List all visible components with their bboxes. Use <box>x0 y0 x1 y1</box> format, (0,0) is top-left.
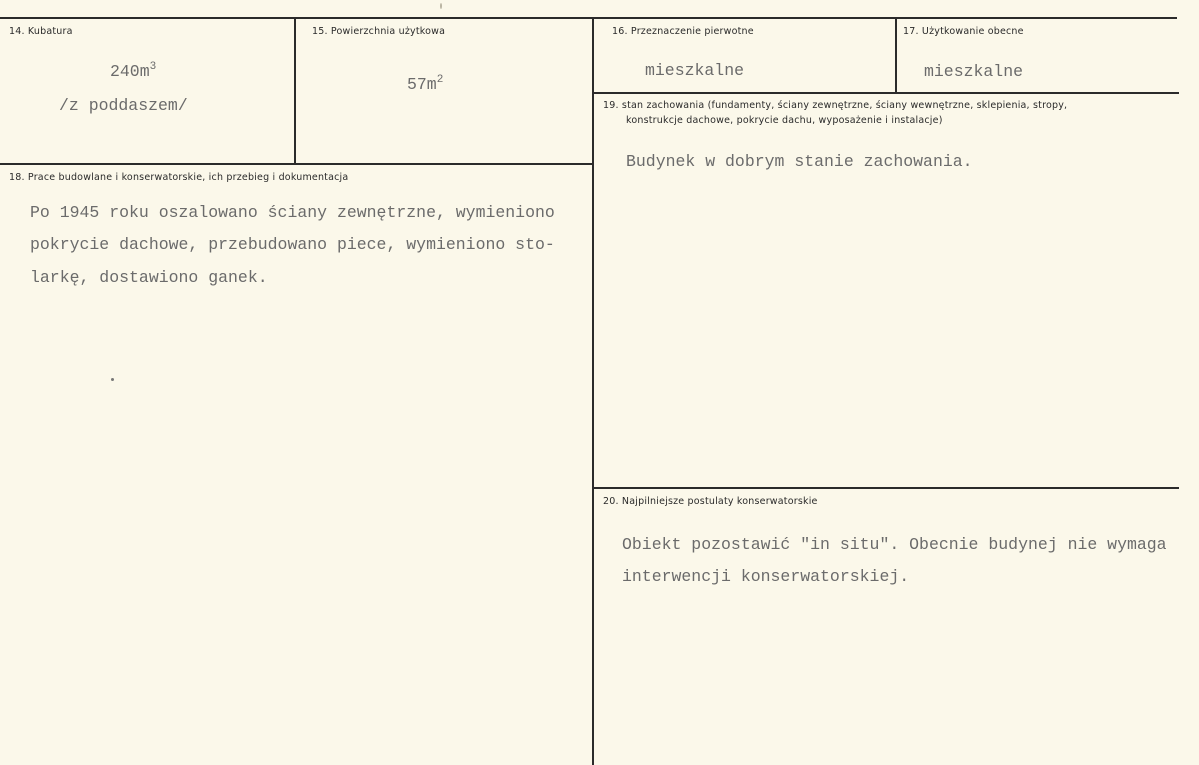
field-14-value-sup: 3 <box>149 61 157 73</box>
field-18-label: 18. Prace budowlane i konserwatorskie, ich przebieg i dokumentacja <box>9 172 349 183</box>
field-20-line-2: interwencji konserwatorskiej. <box>622 567 910 586</box>
field-20-line-1: Obiekt pozostawić "in situ". Obecnie budynej nie wymaga <box>622 535 1167 554</box>
field-18-line-1: Po 1945 roku oszalowano ściany zewnętrzne, wymieniono <box>30 203 555 222</box>
vline-center <box>592 19 594 765</box>
rule-under-16-17 <box>594 92 1179 94</box>
field-20-label: 20. Najpilniejsze postulaty konserwatorskie <box>603 496 818 507</box>
rule-above-20 <box>594 487 1179 489</box>
field-18-line-3: larkę, dostawiono ganek. <box>30 268 268 287</box>
field-15-label: 15. Powierzchnia użytkowa <box>312 26 446 37</box>
paper-speck-top <box>440 3 442 9</box>
vline-14-15 <box>294 19 296 164</box>
field-19-label-line-1: 19. stan zachowania (fundamenty, ściany zewnętrzne, ściany wewnętrzne, sklepienia, stropy, <box>603 100 1068 111</box>
field-18-line-2: pokrycie dachowe, przebudowano piece, wymieniono sto- <box>30 235 555 254</box>
field-14-value-main: 240m <box>110 62 150 81</box>
field-16-label: 16. Przeznaczenie pierwotne <box>612 26 754 37</box>
field-15-value-sup: 2 <box>436 74 444 86</box>
field-14-value <box>110 56 156 88</box>
rule-under-14-15 <box>0 163 594 165</box>
field-14-label: 14. Kubatura <box>9 26 73 37</box>
field-15-value <box>407 69 443 101</box>
field-17-value: mieszkalne <box>924 62 1024 81</box>
paper-speck <box>111 378 114 381</box>
field-15-value-main: 57m <box>407 75 437 94</box>
vline-16-17 <box>895 19 897 93</box>
top-rule <box>0 17 1177 19</box>
field-19-value: Budynek w dobrym stanie zachowania. <box>626 152 973 171</box>
field-19-label-line-2: konstrukcje dachowe, pokrycie dachu, wyposażenie i instalacje) <box>626 115 943 126</box>
field-16-value: mieszkalne <box>645 61 745 80</box>
field-17-label: 17. Użytkowanie obecne <box>903 26 1024 37</box>
field-14-note: /z poddaszem/ <box>59 96 188 115</box>
